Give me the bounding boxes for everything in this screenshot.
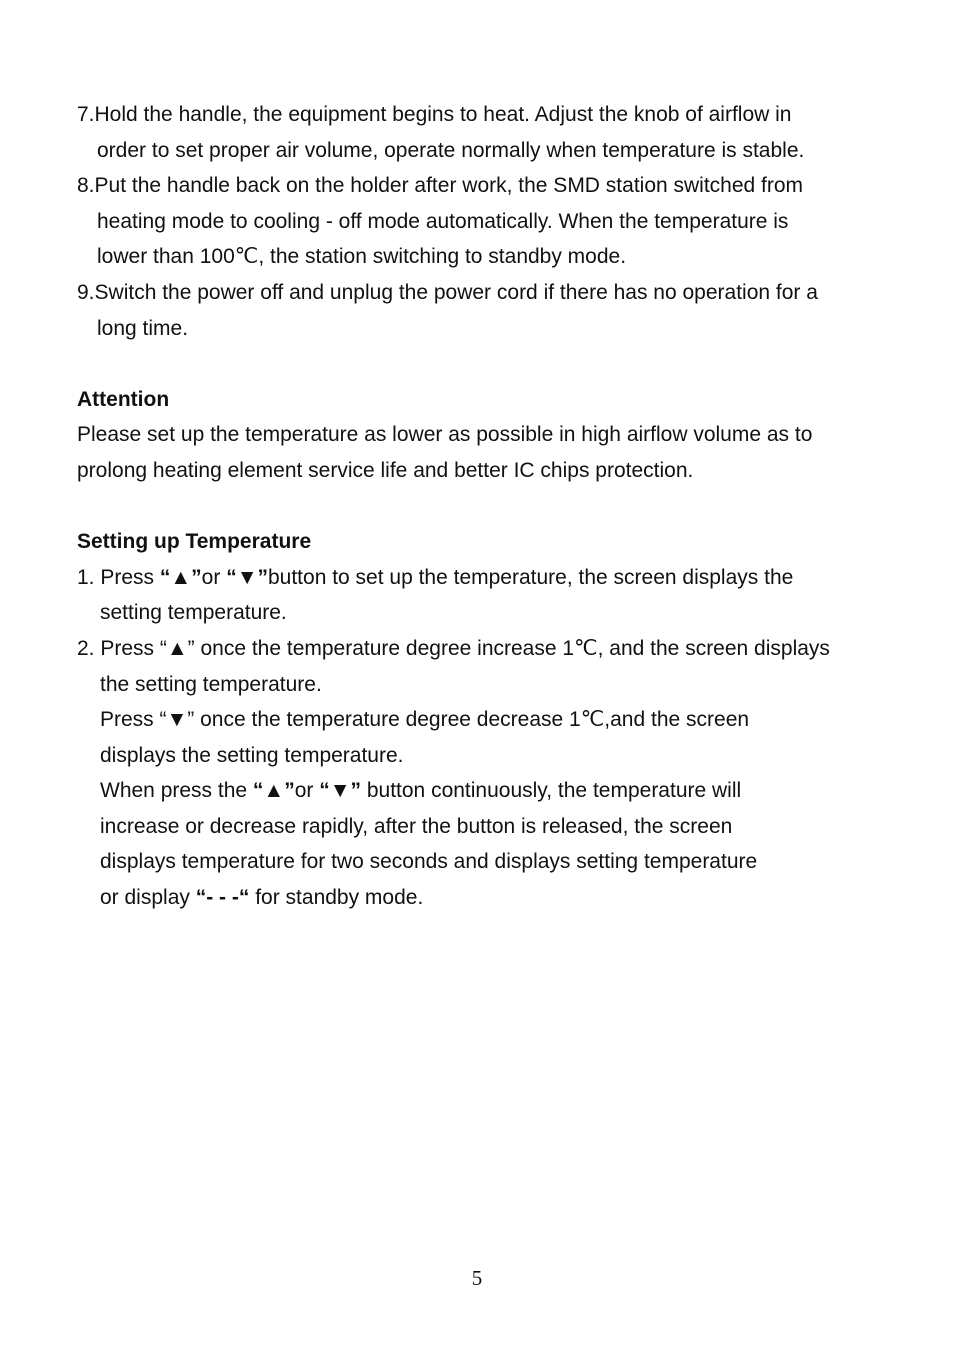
step-number: 7.: [77, 103, 95, 126]
setting-item-2-line-1: 2. Press “▲” once the temperature degree increase 1℃, and the screen displays: [77, 636, 830, 660]
attention-line-1: Please set up the temperature as lower as possible in high airflow volume as to: [77, 423, 813, 447]
step-number: 8.: [77, 174, 95, 198]
spacer: [77, 489, 907, 525]
down-arrow-label: “▼”: [319, 779, 362, 803]
line-5-rest: button continuously, the temperature will: [361, 779, 742, 803]
setting-item-2-line-4: displays the setting temperature.: [100, 743, 404, 767]
or-text: or: [294, 779, 320, 803]
item-1-prefix: 1. Press: [77, 565, 160, 589]
down-arrow-label: “▼”: [226, 565, 268, 589]
setting-item-2-line-2: the setting temperature.: [100, 672, 322, 696]
up-arrow-label: “▲”: [252, 779, 295, 803]
setting-item-2-line-5: [77, 773, 907, 809]
attention-heading: Attention: [77, 387, 170, 411]
item-1-rest: button to set up the temperature, the screen displays the: [267, 565, 794, 589]
setting-item-1-line-1: [77, 560, 907, 596]
step-text: Put the handle back on the holder after work, the SMD station switched from: [94, 174, 804, 198]
setting-item-2-line-6: increase or decrease rapidly, after the button is released, the screen: [100, 814, 733, 838]
or-text: or: [201, 565, 227, 589]
step-7-line-2: order to set proper air volume, operate normally when temperature is stable.: [97, 138, 805, 162]
step-8-line-1: [77, 168, 907, 204]
attention-line-2: prolong heating element service life and better IC chips protection.: [77, 458, 694, 482]
page-number: 5: [471, 1266, 483, 1290]
setting-item-2-line-8: [77, 880, 907, 916]
step-text: Hold the handle, the equipment begins to heat. Adjust the knob of airflow in: [94, 103, 792, 126]
spacer: [77, 346, 907, 382]
page-content: [77, 97, 907, 916]
setting-heading: Setting up Temperature: [77, 530, 312, 554]
step-9-line-2: long time.: [97, 316, 189, 340]
setting-item-1-line-2: setting temperature.: [100, 601, 287, 625]
setting-item-2-line-7: displays temperature for two seconds and displays setting temperature: [100, 850, 758, 874]
setting-item-2-line-3: Press “▼” once the temperature degree decrease 1℃,and the screen: [100, 708, 750, 732]
step-7-line-1: [77, 97, 907, 133]
step-8-line-3: lower than 100℃, the station switching to standby mode.: [97, 245, 627, 269]
up-arrow-label: “▲”: [159, 565, 202, 589]
step-text: Switch the power off and unplug the power cord if there has no operation for a: [94, 280, 818, 304]
step-9-line-1: [77, 275, 907, 311]
line-8-rest: for standby mode.: [249, 886, 424, 910]
standby-dash-label: “- - -“: [195, 886, 250, 910]
step-number: 9.: [77, 280, 95, 304]
step-8-line-2: heating mode to cooling - off mode automatically. When the temperature is: [97, 209, 789, 233]
line-8-prefix: or display: [100, 886, 196, 910]
line-5-prefix: When press the: [100, 779, 253, 803]
